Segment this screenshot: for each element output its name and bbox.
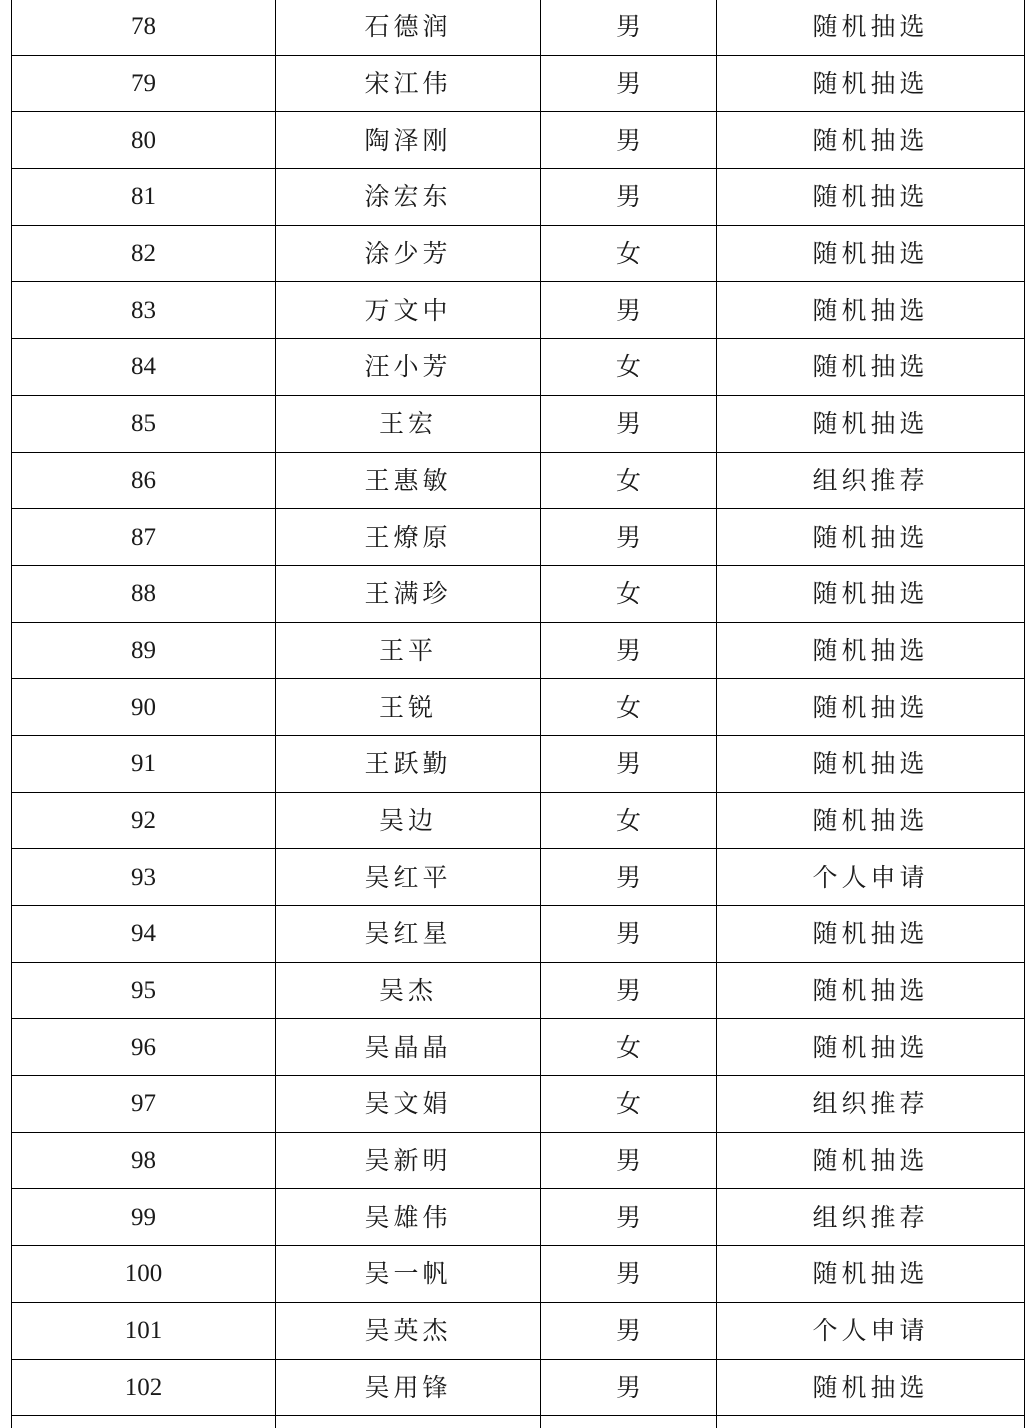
table-row	[12, 55, 1025, 112]
selection-method-cell: 随机抽选	[717, 1246, 1025, 1303]
selection-method-cell: 随机抽选	[717, 962, 1025, 1019]
gender-cell: 男	[541, 1132, 717, 1189]
roster-table-body	[12, 0, 1025, 1428]
name-cell: 王宏	[276, 395, 541, 452]
row-number: 91	[12, 735, 276, 792]
row-number: 93	[12, 849, 276, 906]
selection-method-cell: 随机抽选	[717, 906, 1025, 963]
table-row	[12, 962, 1025, 1019]
selection-method-cell: 随机抽选	[717, 395, 1025, 452]
gender-cell	[541, 1416, 717, 1428]
gender-cell: 男	[541, 169, 717, 226]
name-cell: 陶泽刚	[276, 112, 541, 169]
row-number: 102	[12, 1359, 276, 1416]
gender-cell: 男	[541, 962, 717, 1019]
table-row	[12, 1246, 1025, 1303]
row-number: 95	[12, 962, 276, 1019]
name-cell: 万文中	[276, 282, 541, 339]
selection-method-cell: 随机抽选	[717, 339, 1025, 396]
name-cell: 汪小芳	[276, 339, 541, 396]
gender-cell: 男	[541, 509, 717, 566]
gender-cell: 女	[541, 1076, 717, 1133]
table-row	[12, 1189, 1025, 1246]
row-number: 99	[12, 1189, 276, 1246]
name-cell: 吴雄伟	[276, 1189, 541, 1246]
table-row	[12, 1302, 1025, 1359]
name-cell: 吴杰	[276, 962, 541, 1019]
row-number: 78	[12, 0, 276, 55]
gender-cell: 女	[541, 565, 717, 622]
selection-method-cell: 随机抽选	[717, 509, 1025, 566]
selection-method-cell: 随机抽选	[717, 622, 1025, 679]
gender-cell: 男	[541, 906, 717, 963]
row-number: 83	[12, 282, 276, 339]
row-number: 79	[12, 55, 276, 112]
gender-cell: 男	[541, 735, 717, 792]
table-row	[12, 679, 1025, 736]
row-number: 80	[12, 112, 276, 169]
table-row	[12, 112, 1025, 169]
table-row	[12, 452, 1025, 509]
row-number: 85	[12, 395, 276, 452]
selection-method-cell: 个人申请	[717, 1302, 1025, 1359]
selection-method-cell: 个人申请	[717, 849, 1025, 906]
selection-method-cell: 随机抽选	[717, 282, 1025, 339]
table-row	[12, 1359, 1025, 1416]
gender-cell: 男	[541, 622, 717, 679]
table-row	[12, 1019, 1025, 1076]
name-cell: 王跃勤	[276, 735, 541, 792]
selection-method-cell: 随机抽选	[717, 1019, 1025, 1076]
row-number	[12, 1416, 276, 1428]
gender-cell: 女	[541, 679, 717, 736]
table-row	[12, 509, 1025, 566]
gender-cell: 男	[541, 282, 717, 339]
row-number: 82	[12, 225, 276, 282]
table-row	[12, 0, 1025, 55]
row-number: 86	[12, 452, 276, 509]
selection-method-cell: 随机抽选	[717, 225, 1025, 282]
gender-cell: 男	[541, 0, 717, 55]
name-cell: 吴边	[276, 792, 541, 849]
row-number: 97	[12, 1076, 276, 1133]
name-cell: 吴文娟	[276, 1076, 541, 1133]
table-row	[12, 395, 1025, 452]
row-number: 98	[12, 1132, 276, 1189]
name-cell: 宋江伟	[276, 55, 541, 112]
row-number: 100	[12, 1246, 276, 1303]
table-row	[12, 735, 1025, 792]
selection-method-cell: 随机抽选	[717, 735, 1025, 792]
name-cell: 王燎原	[276, 509, 541, 566]
name-cell: 王锐	[276, 679, 541, 736]
name-cell: 涂少芳	[276, 225, 541, 282]
table-row	[12, 339, 1025, 396]
row-number: 81	[12, 169, 276, 226]
selection-method-cell: 随机抽选	[717, 169, 1025, 226]
row-number: 101	[12, 1302, 276, 1359]
row-number: 88	[12, 565, 276, 622]
row-number: 89	[12, 622, 276, 679]
roster-table	[11, 0, 1025, 1428]
selection-method-cell: 随机抽选	[717, 792, 1025, 849]
table-row	[12, 906, 1025, 963]
gender-cell: 女	[541, 339, 717, 396]
gender-cell: 男	[541, 1246, 717, 1303]
selection-method-cell: 随机抽选	[717, 1359, 1025, 1416]
name-cell: 王平	[276, 622, 541, 679]
table-row	[12, 792, 1025, 849]
gender-cell: 男	[541, 849, 717, 906]
name-cell: 吴红平	[276, 849, 541, 906]
gender-cell: 男	[541, 1359, 717, 1416]
name-cell: 吴用锋	[276, 1359, 541, 1416]
selection-method-cell: 随机抽选	[717, 565, 1025, 622]
name-cell	[276, 1416, 541, 1428]
name-cell: 石德润	[276, 0, 541, 55]
selection-method-cell: 组织推荐	[717, 1189, 1025, 1246]
gender-cell: 女	[541, 225, 717, 282]
name-cell: 吴一帆	[276, 1246, 541, 1303]
selection-method-cell	[717, 1416, 1025, 1428]
name-cell: 王惠敏	[276, 452, 541, 509]
gender-cell: 女	[541, 792, 717, 849]
selection-method-cell: 随机抽选	[717, 55, 1025, 112]
row-number: 96	[12, 1019, 276, 1076]
selection-method-cell: 随机抽选	[717, 0, 1025, 55]
table-row	[12, 1076, 1025, 1133]
table-row	[12, 622, 1025, 679]
selection-method-cell: 组织推荐	[717, 452, 1025, 509]
name-cell: 吴新明	[276, 1132, 541, 1189]
selection-method-cell: 随机抽选	[717, 679, 1025, 736]
name-cell: 吴红星	[276, 906, 541, 963]
row-number: 87	[12, 509, 276, 566]
gender-cell: 男	[541, 395, 717, 452]
table-row	[12, 282, 1025, 339]
name-cell: 吴英杰	[276, 1302, 541, 1359]
selection-method-cell: 随机抽选	[717, 1132, 1025, 1189]
table-row	[12, 565, 1025, 622]
row-number: 94	[12, 906, 276, 963]
table-row	[12, 1132, 1025, 1189]
name-cell: 吴晶晶	[276, 1019, 541, 1076]
gender-cell: 男	[541, 55, 717, 112]
name-cell: 王满珍	[276, 565, 541, 622]
table-row	[12, 225, 1025, 282]
selection-method-cell: 随机抽选	[717, 112, 1025, 169]
table-row	[12, 169, 1025, 226]
gender-cell: 男	[541, 1302, 717, 1359]
table-row	[12, 1416, 1025, 1428]
row-number: 84	[12, 339, 276, 396]
gender-cell: 女	[541, 1019, 717, 1076]
selection-method-cell: 组织推荐	[717, 1076, 1025, 1133]
gender-cell: 男	[541, 1189, 717, 1246]
row-number: 90	[12, 679, 276, 736]
table-row	[12, 849, 1025, 906]
gender-cell: 女	[541, 452, 717, 509]
gender-cell: 男	[541, 112, 717, 169]
name-cell: 涂宏东	[276, 169, 541, 226]
row-number: 92	[12, 792, 276, 849]
